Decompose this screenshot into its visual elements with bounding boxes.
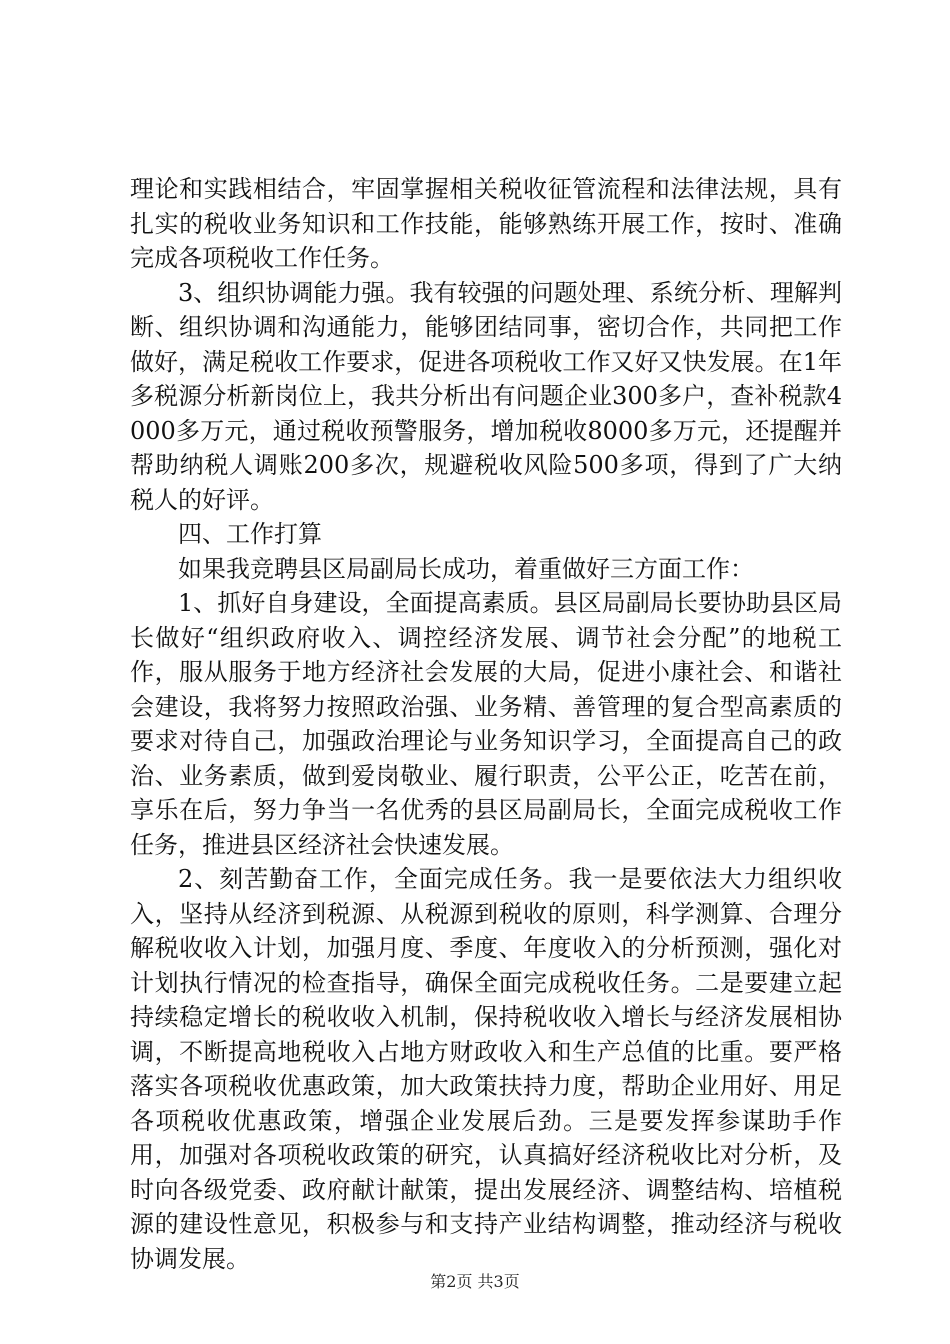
paragraph-coordination-ability: 3、组织协调能力强。我有较强的问题处理、系统分析、理解判断、组织协调和沟通能力，能够团结同事，密切合作，共同把工作做好，满足税收工作要求，促进各项税收工作又好又快发展。在1年多税源分析新岗位上，我共分析出有问题企业300多户，查补税款4000多万元，通过税收预警服务，增加税收8000多万元，还提醒并帮助纳税人调账200多次，规避税收风险500多项，得到了广大纳税人的好评。 — [130, 278, 842, 514]
page-number-footer: 第2页 共3页 — [430, 1272, 520, 1291]
paragraph-self-building: 1、抓好自身建设，全面提高素质。县区局副局长要协助县区局长做好“组织政府收入、调控经济发展、调节社会分配”的地税工作，服从服务于地方经济社会发展的大局，促进小康社会、和谐社会建设，我将努力按照政治强、业务精、善管理的复合型高素质的要求对待自己，加强政治理论与业务知识学习，全面提高自己的政治、业务素质，做到爱岗敬业、履行职责，公平公正，吃苦在前，享乐在后，努力争当一名优秀的县区局副局长，全面完成税收工作任务，推进县区经济社会快速发展。 — [130, 589, 842, 859]
paragraph-diligent-work: 2、刻苦勤奋工作，全面完成任务。我一是要依法大力组织收入，坚持从经济到税源、从税源到税收的原则，科学测算、合理分解税收收入计划，加强月度、季度、年度收入的分析预测，强化对计划执行情况的检查指导，确保全面完成税收任务。二是要建立起持续稳定增长的税收收入机制，保持税收收入增长与经济发展相协调，不断提高地税收入占地方财政收入和生产总值的比重。要严格落实各项税收优惠政策，加大政策扶持力度，帮助企业用好、用足各项税收优惠政策，增强企业发展后劲。三是要发挥参谋助手作用，加强对各项税收政策的研究，认真搞好经济税收比对分析，及时向各级党委、政府献计献策，提出发展经济、调整结构、培植税源的建设性意见，积极参与和支持产业结构调整，推动经济与税收协调发展。 — [130, 865, 842, 1273]
paragraph-continuation: 理论和实践相结合，牢固掌握相关税收征管流程和法律法规，具有扎实的税收业务知识和工作技能，能够熟练开展工作，按时、准确完成各项税收工作任务。 — [130, 175, 842, 272]
section-heading-work-plan: 四、工作打算 — [178, 520, 322, 548]
document-body — [130, 172, 842, 1276]
paragraph-intro-plan: 如果我竞聘县区局副局长成功，着重做好三方面工作： — [178, 554, 754, 583]
